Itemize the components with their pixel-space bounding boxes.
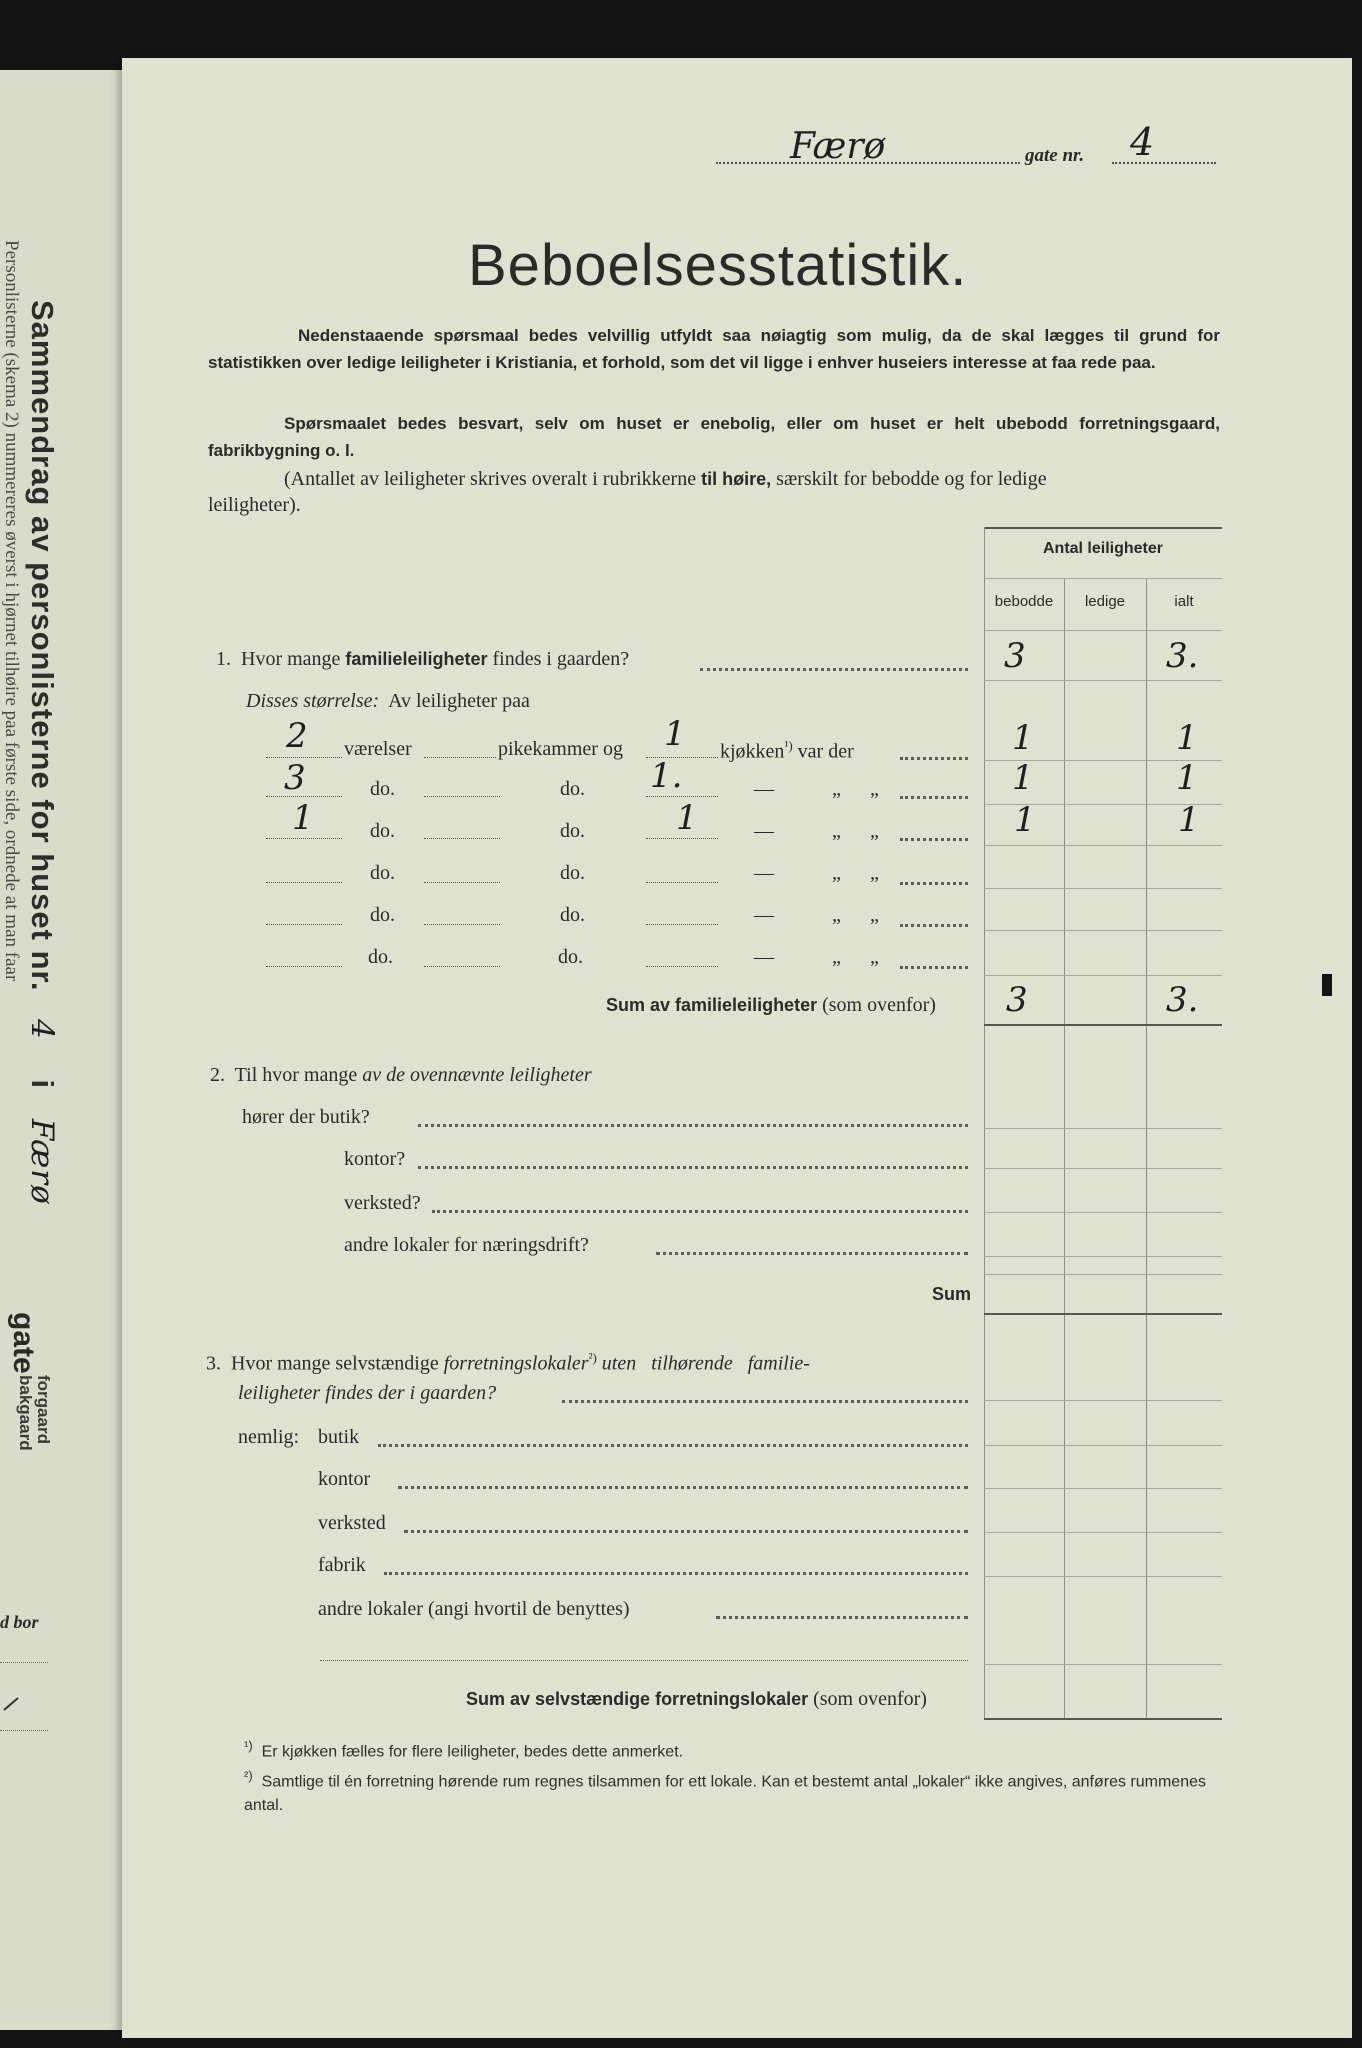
q3-item-fabrik: fabrik [318, 1554, 366, 1576]
table-rule [984, 1168, 1222, 1169]
table-rule [984, 845, 1222, 846]
q3-item-andre: andre lokaler (angi hvortil de benyttes) [318, 1598, 630, 1620]
q3-sum-label: Sum av selvstændige forretningslokaler (som ovenfor) [466, 1688, 927, 1710]
do-label: do. [370, 820, 395, 842]
table-rule [984, 975, 1222, 976]
q1-text: 1. Hvor mange familieleiligheter findes i gaarden? [216, 648, 630, 670]
strip-gate-label: gate [7, 1312, 40, 1374]
q3-item-butik: butik [318, 1426, 360, 1448]
size-row-rooms: 1 [292, 798, 314, 838]
ditto-mark: „ [832, 862, 841, 884]
q1-sum-label: Sum av familieleiligheter (som ovenfor) [606, 994, 936, 1016]
strip-pen-mark [2, 1692, 22, 1714]
table-rule [984, 1532, 1222, 1533]
intro-paragraph-2: Spørsmaalet bedes besvart, selv om huset er enebolig, eller om huset er helt ubebodd forretningsgaard, fabrikbygning o. l. [208, 414, 1220, 460]
do-label: do. [560, 862, 585, 884]
size-row-ialt: 1 [1176, 718, 1198, 758]
table-col-divider [1064, 578, 1065, 1719]
table-top-rule [984, 527, 1222, 529]
table-rule [984, 1400, 1222, 1401]
ditto-mark: „ [870, 862, 879, 884]
size-row-rooms: 3 [284, 758, 306, 798]
do-label: do. [370, 862, 395, 884]
q3-text-line2: leiligheter findes der i gaarden? [238, 1382, 497, 1404]
pikekammer-label: pikekammer og [498, 738, 623, 760]
strip-forgaard-bakgaard: forgaard bakgaard [16, 1375, 53, 1451]
table-rule [984, 1488, 1222, 1489]
q2-item-verksted: verksted? [344, 1192, 421, 1214]
strip-rule [0, 1662, 48, 1663]
street-name-handwritten: Færø [790, 126, 886, 167]
size-row-kitchen: 1. [650, 756, 683, 796]
strip-small-text: Personlisterne (skema 2) nummereres øverst i hjørnet tilhøire paa første side, ordnede at man faar [1, 240, 22, 982]
col-header-ialt: ialt [1174, 593, 1194, 610]
dash-label: — [754, 862, 774, 884]
strip-street-name: Færø [24, 1118, 60, 1205]
table-rule [984, 1256, 1222, 1257]
ditto-mark: „ [870, 820, 879, 842]
size-row-bebodde: 1 [1012, 758, 1034, 798]
col-header-bebodde: bebodde [994, 593, 1054, 610]
number-line [1112, 162, 1216, 164]
q2-item-kontor: kontor? [344, 1148, 406, 1170]
q3-blank-line [320, 1660, 968, 1661]
size-row-bebodde: 1 [1012, 718, 1034, 758]
q2-text: 2. Til hvor mange av de ovennævnte leiligheter [210, 1064, 592, 1086]
strip-bor-label: d bor [0, 1612, 39, 1632]
table-rule [984, 1212, 1222, 1213]
dash-label: — [754, 778, 774, 800]
intro-paragraph-3-line1: (Antallet av leiligheter skrives overalt i rubrikkerne til høire, særskilt for bebodde og for ledige [284, 468, 1047, 490]
size-row-ialt: 1 [1176, 758, 1198, 798]
left-folded-strip [0, 70, 123, 2030]
page-edge-notch [1322, 974, 1332, 996]
q1-sizes-label: Disses størrelse: Av leiligheter paa [246, 690, 530, 712]
vaerelser-label: værelser [344, 738, 412, 760]
kjokken-label: kjøkken$^{^1)}$ var der [720, 738, 854, 763]
q2-item-andre: andre lokaler for næringsdrift? [344, 1234, 589, 1256]
house-number-handwritten: 4 [1130, 120, 1155, 164]
strip-house-number: 4 [24, 1019, 60, 1040]
do-label: do. [368, 946, 393, 968]
table-rule [984, 1274, 1222, 1275]
do-label: do. [560, 904, 585, 926]
footnote-2: $^{^2)}$ Samtlige til én forretning hørende rum regnes tilsammen for ett lokale. Kan et bestemt antal „lokaler“ ikke angives, anføres rummenes antal. [244, 1768, 1206, 1815]
table-sum-rule [984, 1313, 1222, 1315]
q3-item-verksted: verksted [318, 1512, 386, 1534]
ditto-mark: „ [832, 904, 841, 926]
size-row-kitchen: 1 [664, 714, 686, 754]
q1-leader [700, 668, 968, 671]
page-title: Beboelsesstatistik. [468, 233, 968, 298]
col-header-ledige: ledige [1084, 593, 1126, 610]
table-rule [984, 630, 1222, 631]
table-rule [984, 888, 1222, 889]
size-row-rooms: 2 [286, 716, 308, 756]
footnote-1: $^{^1)}$ Er kjøkken fælles for flere leiligheter, bedes dette anmerket. [244, 1738, 684, 1761]
table-left-border [984, 527, 985, 1719]
intro-paragraph-3-line2: leiligheter). [208, 494, 301, 516]
dash-label: — [754, 946, 774, 968]
do-label: do. [370, 778, 395, 800]
strip-main-text: Sammendrag av personlisterne for huset nr. 4 i Færø [24, 300, 60, 1205]
table-rule [984, 1445, 1222, 1446]
do-label: do. [560, 820, 585, 842]
ditto-mark: „ [832, 946, 841, 968]
q3-text: 3. Hvor mange selvstændige forretningslokaler$^{^2)}$ uten tilhørende familie- [206, 1350, 810, 1375]
q3-item-kontor: kontor [318, 1468, 371, 1490]
ditto-mark: „ [870, 946, 879, 968]
table-header-title: Antal leiligheter [1042, 540, 1164, 557]
ditto-mark: „ [870, 904, 879, 926]
size-row-ialt: 1 [1178, 800, 1200, 840]
size-row-bebodde: 1 [1014, 800, 1036, 840]
table-rule [984, 930, 1222, 931]
size-row-kitchen: 1 [676, 798, 698, 838]
table-rule [984, 1576, 1222, 1577]
gate-nr-label: gate nr. [1025, 145, 1085, 166]
q3-nemlig: nemlig: [238, 1426, 300, 1448]
ditto-mark: „ [832, 820, 841, 842]
table-col-divider [1146, 578, 1147, 1719]
q1-sum-ialt: 3. [1166, 980, 1199, 1020]
ditto-mark: „ [832, 778, 841, 800]
ditto-mark: „ [870, 778, 879, 800]
intro-paragraph-1: Nedenstaaende spørsmaal bedes velvillig utfyldt saa nøiagtig som mulig, da de skal lægges til grund for statistikken over ledige leiligheter i Kristiania, et forhold, som det vil ligge i enhver huseiers interesse at faa rede paa. [208, 326, 1220, 372]
q1-ialt-value: 3. [1166, 636, 1199, 676]
q2-sum-label: Sum [932, 1284, 972, 1304]
q2-item-butik: hører der butik? [242, 1106, 370, 1128]
strip-rule [0, 1730, 48, 1731]
q1-bebodde-value: 3 [1004, 636, 1026, 676]
dash-label: — [754, 820, 774, 842]
table-header-rule [984, 578, 1222, 579]
do-label: do. [370, 904, 395, 926]
table-rule [984, 680, 1222, 681]
table-bottom-rule [984, 1718, 1222, 1720]
do-label: do. [558, 946, 583, 968]
table-rule [984, 1664, 1222, 1665]
do-label: do. [560, 778, 585, 800]
table-rule [984, 1128, 1222, 1129]
q1-sum-bebodde: 3 [1006, 980, 1028, 1020]
table-sum-rule [984, 1024, 1222, 1026]
dash-label: — [754, 904, 774, 926]
